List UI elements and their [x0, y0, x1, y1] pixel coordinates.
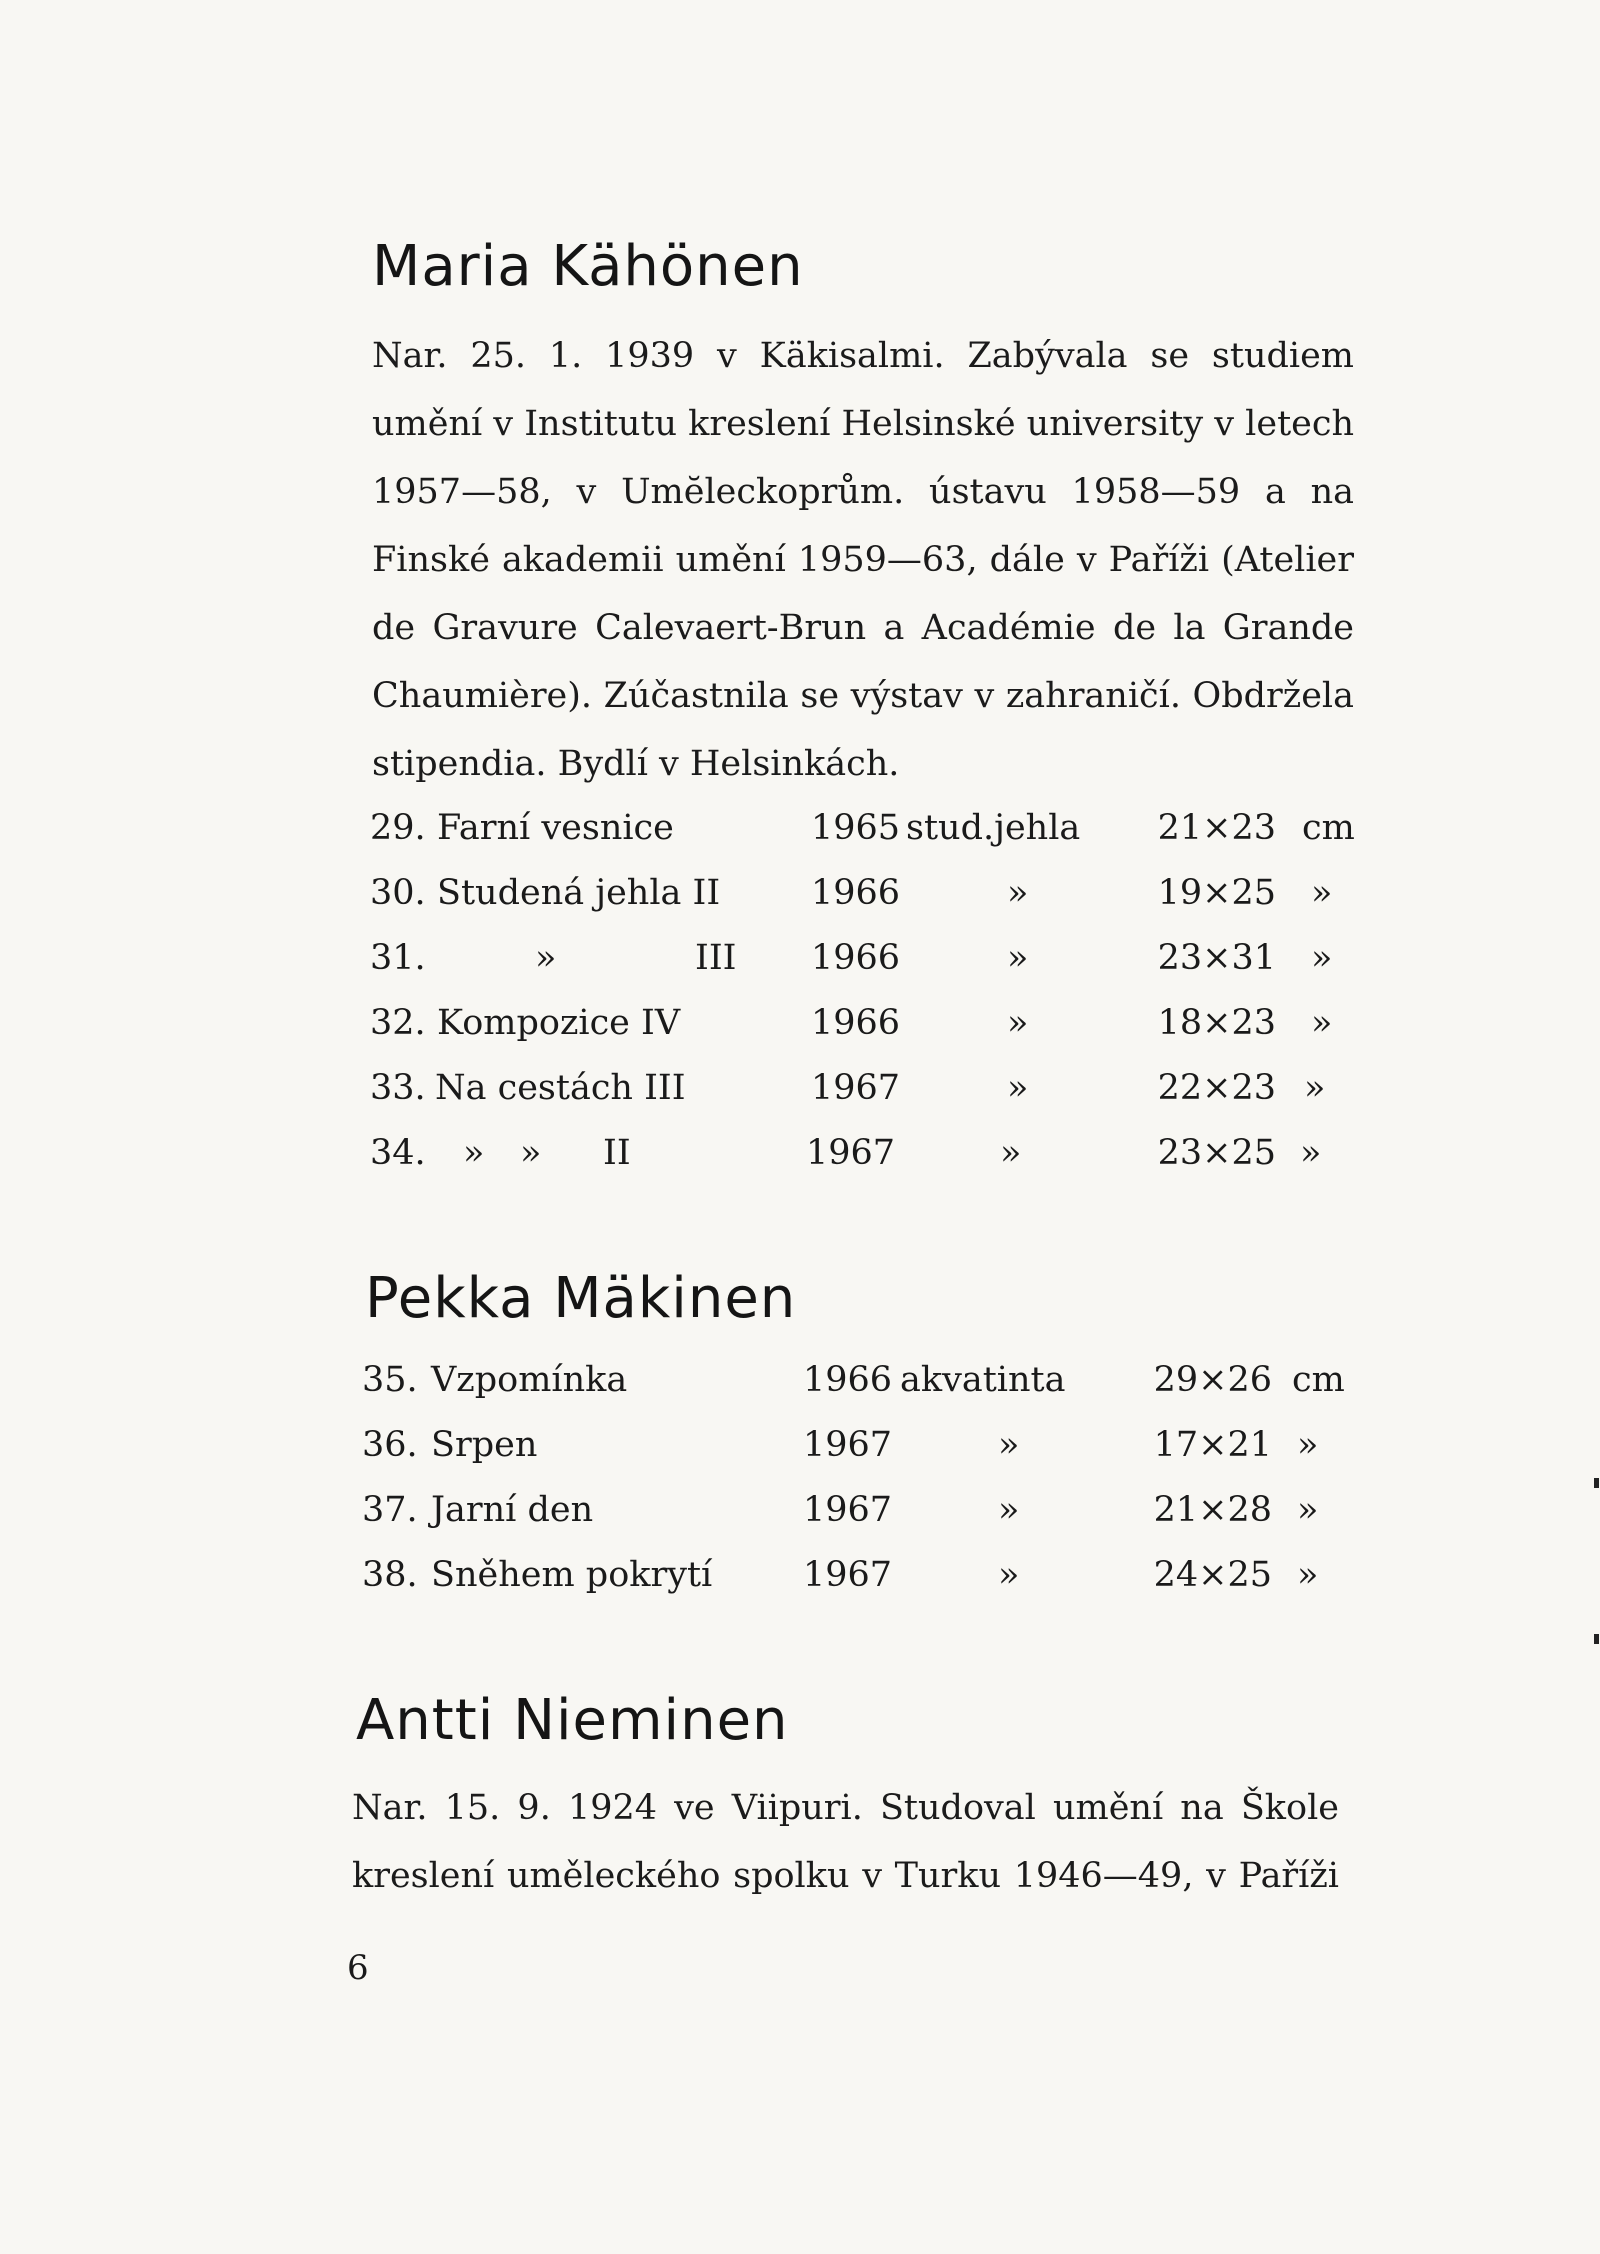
work-number: 33.: [370, 1068, 426, 1108]
margin-mark: [1594, 1634, 1599, 1644]
work-size: 19×25: [1157, 873, 1276, 913]
work-size: 22×23: [1157, 1068, 1276, 1108]
work-title: Vzpomínka: [431, 1360, 628, 1400]
artist-heading-nieminen: Antti Nieminen: [356, 1688, 789, 1753]
work-title: »: [463, 1133, 485, 1173]
work-title: Studená jehla II: [437, 873, 721, 913]
bio-line: umění v Institutu kreslení Helsinské university v letech: [372, 404, 1354, 444]
work-size: 18×23: [1157, 1003, 1276, 1043]
work-technique: »: [998, 1425, 1020, 1465]
work-unit: »: [1311, 873, 1333, 913]
work-title: Srpen: [431, 1425, 538, 1465]
work-number: 29.: [370, 808, 426, 848]
bio-line: stipendia. Bydlí v Helsinkách.: [372, 744, 900, 784]
work-title-ditto: »: [520, 1133, 542, 1173]
bio-line: Nar. 15. 9. 1924 ve Viipuri. Studoval umění na Škole: [352, 1788, 1339, 1828]
work-technique: akvatinta: [900, 1360, 1066, 1400]
work-title: Sněhem pokrytí: [431, 1555, 713, 1595]
work-title: Farní vesnice: [437, 808, 674, 848]
work-size: 21×23: [1157, 808, 1276, 848]
work-technique: »: [1007, 1068, 1029, 1108]
work-year: 1967: [803, 1425, 893, 1465]
work-unit: »: [1311, 938, 1333, 978]
work-technique: »: [1007, 938, 1029, 978]
work-size: 23×25: [1157, 1133, 1276, 1173]
work-size: 24×25: [1153, 1555, 1272, 1595]
work-unit: »: [1311, 1003, 1333, 1043]
bio-line: Finské akademii umění 1959—63, dále v Paříži (Atelier: [372, 540, 1354, 580]
work-number: 35.: [362, 1360, 418, 1400]
bio-line: kreslení uměleckého spolku v Turku 1946—49, v Paříži: [352, 1856, 1339, 1896]
work-year: 1967: [806, 1133, 896, 1173]
work-technique: »: [998, 1555, 1020, 1595]
work-size: 23×31: [1157, 938, 1276, 978]
work-year: 1967: [803, 1555, 893, 1595]
work-year: 1967: [811, 1068, 901, 1108]
work-unit: »: [1300, 1133, 1322, 1173]
work-title-suffix: III: [695, 938, 737, 978]
work-title: »: [535, 938, 557, 978]
work-number: 34.: [370, 1133, 426, 1173]
work-technique: »: [1000, 1133, 1022, 1173]
work-number: 37.: [362, 1490, 418, 1530]
bio-line: 1957—58, v Umĕleckoprům. ústavu 1958—59 a na: [372, 472, 1354, 512]
bio-line: de Gravure Calevaert-Brun a Académie de la Grande: [372, 608, 1354, 648]
bio-line: Nar. 25. 1. 1939 v Käkisalmi. Zabývala se studiem: [372, 336, 1354, 376]
work-number: 38.: [362, 1555, 418, 1595]
work-number: 32.: [370, 1003, 426, 1043]
work-year: 1966: [803, 1360, 893, 1400]
artist-bio-kahonen: [372, 322, 1354, 798]
work-size: 17×21: [1153, 1425, 1272, 1465]
work-number: 36.: [362, 1425, 418, 1465]
work-unit: »: [1297, 1490, 1319, 1530]
work-technique: stud.jehla: [906, 808, 1081, 848]
work-title-suffix: II: [603, 1133, 631, 1173]
work-unit: »: [1304, 1068, 1326, 1108]
work-technique: »: [1007, 873, 1029, 913]
work-year: 1967: [803, 1490, 893, 1530]
artist-heading-makinen: Pekka Mäkinen: [365, 1266, 797, 1331]
work-year: 1966: [811, 938, 901, 978]
work-unit: »: [1297, 1425, 1319, 1465]
margin-mark: [1594, 1478, 1599, 1488]
bio-line: Chaumière). Zúčastnila se výstav v zahraničí. Obdržela: [372, 676, 1354, 716]
work-number: 30.: [370, 873, 426, 913]
work-size: 29×26: [1153, 1360, 1272, 1400]
work-title: Na cestách III: [435, 1068, 686, 1108]
work-year: 1966: [811, 1003, 901, 1043]
work-unit: cm: [1292, 1360, 1345, 1400]
work-number: 31.: [370, 938, 426, 978]
work-year: 1965: [811, 808, 901, 848]
work-year: 1966: [811, 873, 901, 913]
work-unit: »: [1297, 1555, 1319, 1595]
artist-bio-nieminen: [352, 1774, 1339, 1910]
artist-heading-kahonen: Maria Kähönen: [372, 234, 804, 299]
work-technique: »: [998, 1490, 1020, 1530]
work-technique: »: [1007, 1003, 1029, 1043]
work-title: Kompozice IV: [437, 1003, 681, 1043]
work-title: Jarní den: [431, 1490, 594, 1530]
work-unit: cm: [1302, 808, 1355, 848]
work-size: 21×28: [1153, 1490, 1272, 1530]
page-number: 6: [347, 1948, 369, 1988]
